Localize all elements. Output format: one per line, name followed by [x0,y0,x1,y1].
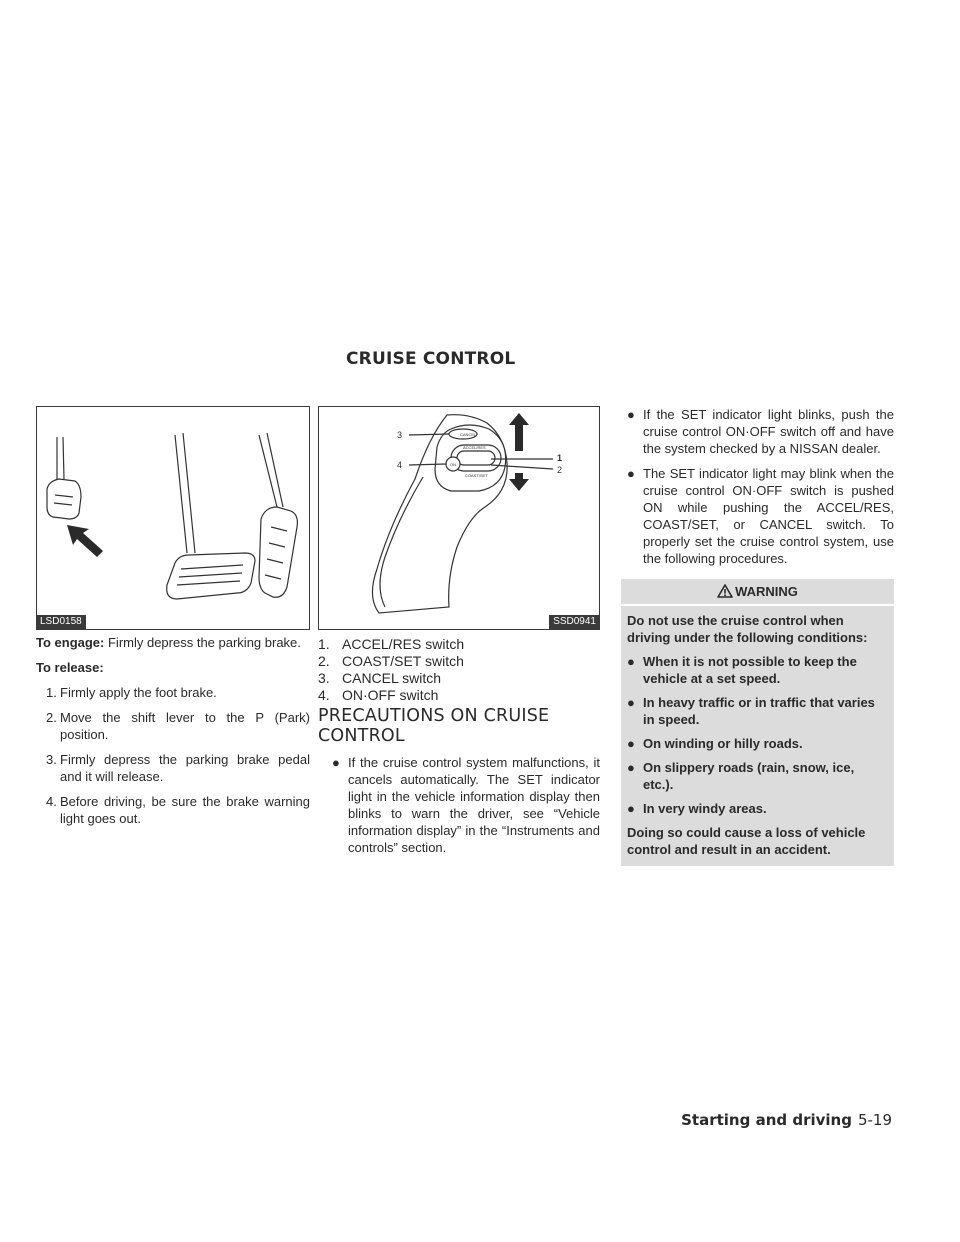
legend-text: ACCEL/RES switch [342,636,465,652]
step-text: Firmly depress the parking brake pedal and it will release. [60,752,310,784]
bullet-icon: ● [627,695,635,710]
step-number: 2. [46,710,57,725]
figure-code-left: LSD0158 [36,615,86,629]
list-item [36,709,310,743]
bullet-text: The SET indicator light may blink when the cruise control ON·OFF switch is pushed ON while pushing the ACCEL/RES, COAST/SET, or CANCEL switch. To properly set the cruise control system, use the following procedures. [643,466,894,566]
legend-number: 2. [318,653,330,669]
bullet-icon: ● [627,654,635,669]
warning-intro: Do not use the cruise control when driving under the following conditions: [627,613,868,645]
list-item [621,465,894,567]
step-text: Move the shift lever to the P (Park) position. [60,710,310,742]
bullet-icon: ● [627,466,635,481]
precautions-list [318,754,600,856]
warning-item-text: In heavy traffic or in traffic that varies in speed. [643,695,875,727]
figure-code-mid: SSD0941 [549,615,600,629]
footer-chapter: Starting and driving [681,1111,852,1129]
legend-number: 1. [318,636,330,652]
cruise-switch-figure [318,406,600,630]
engage-text: Firmly depress the parking brake. [104,635,301,650]
list-item [627,759,888,793]
column-middle [318,636,600,864]
warning-triangle-icon [717,584,733,598]
step-number: 3. [46,752,57,767]
list-item [621,406,894,457]
step-text: Firmly apply the foot brake. [60,685,217,700]
bullet-text: If the cruise control system malfunctions, it cancels automatically. The SET indicator light in the vehicle information display then blinks to warn the driver, see “Vehicle information display” in the “Instruments and controls” section. [348,755,600,855]
bullet-text: If the SET indicator light blinks, push the cruise control ON·OFF switch off and have the system checked by a NISSAN dealer. [643,407,894,456]
list-item [36,751,310,785]
release-paragraph [36,659,310,676]
warning-item-text: On slippery roads (rain, snow, ice, etc.). [643,760,855,792]
warning-item-text: When it is not possible to keep the vehicle at a set speed. [643,654,857,686]
heading-line: PRECAUTIONS ON CRUISE [318,706,550,726]
legend-number: 3. [318,670,330,686]
parking-brake-figure [36,406,310,630]
section-title: CRUISE CONTROL [346,349,516,369]
list-item [627,653,888,687]
list-item [318,653,600,670]
list-item [627,694,888,728]
list-item [36,793,310,827]
arrow-down-icon [509,473,529,491]
warning-item-text: In very windy areas. [643,801,767,816]
engage-label: To engage: [36,635,105,650]
bullet-icon: ● [627,760,635,775]
page-number: 5-19 [857,1111,892,1129]
warning-conditions [627,653,888,817]
list-item [36,684,310,701]
switch-legend [318,636,600,704]
engage-paragraph [36,634,310,651]
legend-number: 4. [318,687,330,703]
list-item [627,800,888,817]
column-right [621,406,894,866]
list-item [318,670,600,687]
warning-item-text: On winding or hilly roads. [643,736,803,751]
warning-box [621,579,894,866]
bullet-icon: ● [332,755,340,770]
step-text: Before driving, be sure the brake warning light goes out. [60,794,310,826]
release-steps [36,684,310,827]
warning-title: WARNING [735,584,798,599]
column-left [36,634,310,827]
callout-3: 3 [397,430,403,440]
legend-text: COAST/SET switch [342,653,464,669]
list-item [627,735,888,752]
cancel-switch-label: CANCEL [460,432,477,437]
bullet-icon: ● [627,801,635,816]
list-item [318,636,600,653]
warning-body [621,606,894,866]
coast-switch-label: COAST/SET [465,473,488,478]
heading-line: CONTROL [318,726,405,746]
list-item [318,687,600,704]
on-switch-label: ON [450,462,456,467]
precautions-heading [318,706,600,746]
page-footer [681,1111,892,1129]
accel-switch-label: ACCEL/RES [463,445,486,450]
cruise-switch-illustration [319,407,599,629]
step-number: 1. [46,685,57,700]
warning-header [621,579,894,606]
parking-brake-illustration [37,407,309,629]
callout-4: 4 [397,460,403,470]
step-number: 4. [46,794,57,809]
list-item [318,754,600,856]
warning-outro: Doing so could cause a loss of vehicle control and result in an accident. [627,825,866,857]
legend-text: ON·OFF switch [342,687,439,703]
legend-text: CANCEL switch [342,670,442,686]
callout-1: 1 [557,453,563,463]
bullet-icon: ● [627,736,635,751]
arrow-up-icon [509,413,529,451]
set-indicator-list [621,406,894,567]
bullet-icon: ● [627,407,635,422]
callout-2: 2 [557,465,563,475]
release-label: To release: [36,660,104,675]
